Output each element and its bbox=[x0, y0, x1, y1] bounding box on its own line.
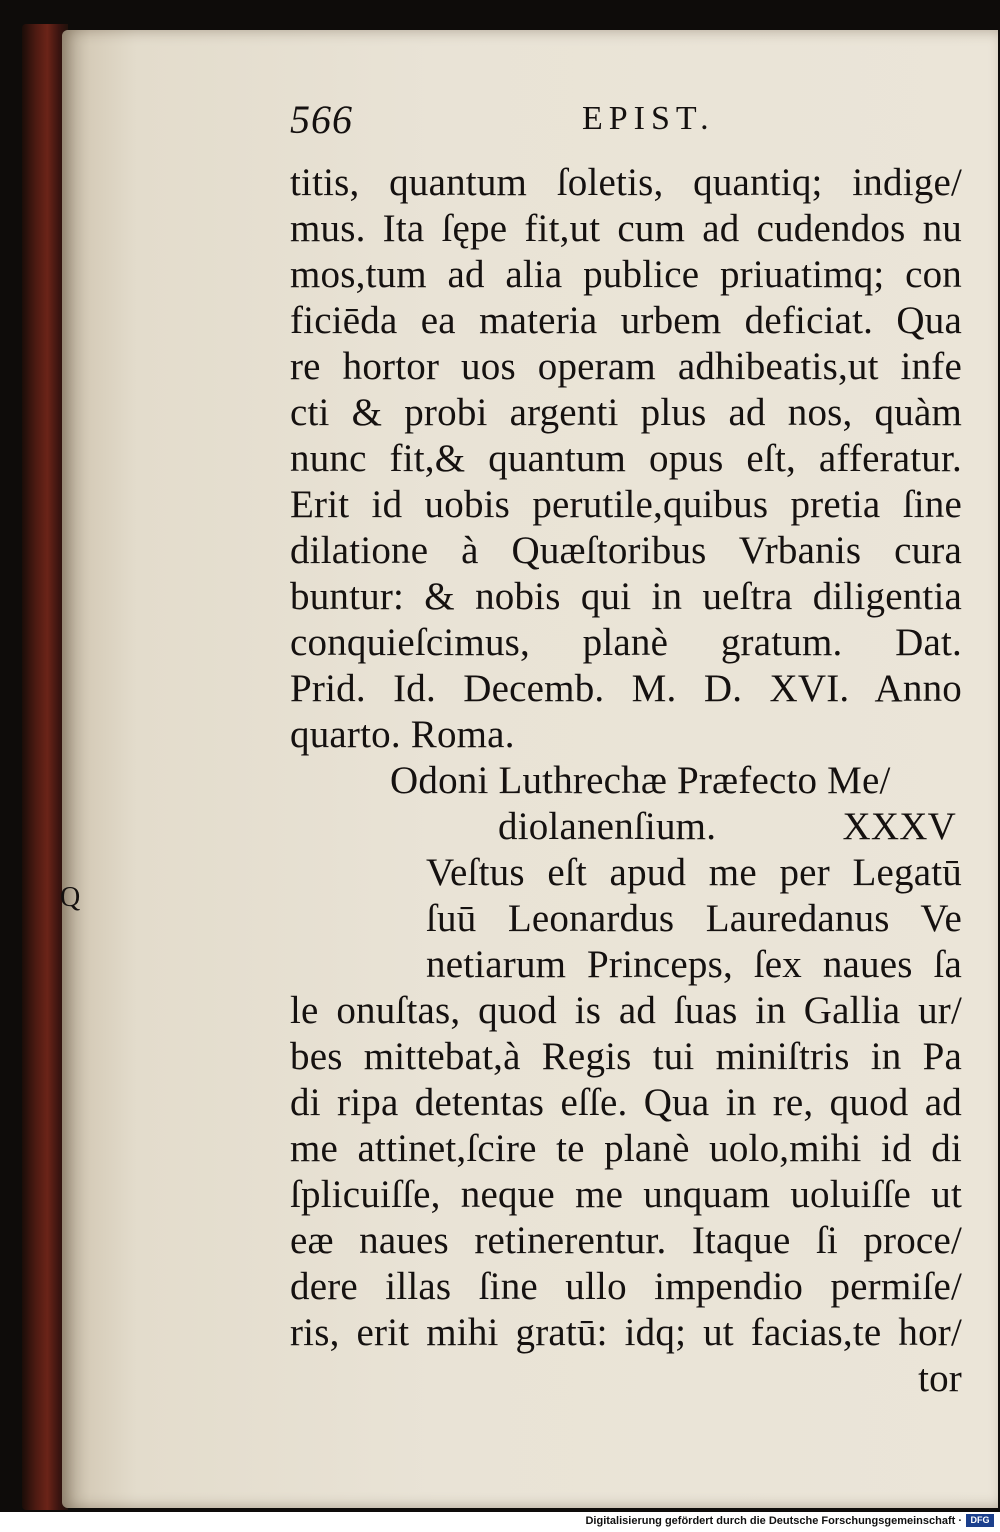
digitization-credit: Digitalisierung gefördert durch die Deutsche Forschungsgemeinschaft · bbox=[585, 1515, 962, 1527]
catchword: tor bbox=[918, 1357, 962, 1400]
text-line: ficiēda ea materia urbem deficiat. Qua bbox=[290, 299, 962, 342]
text-line: ſuū Leonardus Lauredanus Ve bbox=[426, 897, 962, 940]
text-line: conquieſcimus, planè gratum. Dat. bbox=[290, 621, 962, 664]
text-line: quarto. Roma. bbox=[290, 713, 515, 756]
text-line: Prid. Id. Decemb. M. D. XVI. Anno bbox=[290, 667, 962, 710]
text-line: ſplicuiſſe, neque me unquam uoluiſſe ut bbox=[290, 1173, 962, 1216]
text-line: me attinet,ſcire te planè uolo,mihi id di bbox=[290, 1127, 962, 1170]
text-line: le onuſtas, quod is ad ſuas in Gallia ur/ bbox=[290, 989, 962, 1032]
letter-heading-line bbox=[290, 804, 962, 850]
text-line: titis, quantum ſoletis, quantiq; indige/ bbox=[290, 161, 962, 204]
text-line: buntur: & nobis qui in ueſtra diligentia bbox=[290, 575, 962, 618]
running-head bbox=[290, 96, 950, 156]
text-line: cti & probi argenti plus ad nos, quàm bbox=[290, 391, 962, 434]
text-line: bes mittebat,à Regis tui miniſtris in Pa bbox=[290, 1035, 962, 1078]
body-text bbox=[290, 160, 962, 1402]
text-line: eæ naues retinerentur. Itaque ſi proce/ bbox=[290, 1219, 962, 1262]
text-line: netiarum Princeps, ſex naues ſa bbox=[426, 943, 962, 986]
text-line: Veſtus eſt apud me per Legatū bbox=[426, 851, 962, 894]
drop-initial: Q bbox=[60, 882, 81, 913]
text-line: dilatione à Quæſtoribus Vrbanis cura bbox=[290, 529, 962, 572]
letter-heading-addressee: diolanenſium. bbox=[498, 805, 717, 848]
page-number: 566 bbox=[290, 97, 353, 142]
text-line: nunc fit,& quantum opus eſt, afferatur. bbox=[290, 437, 962, 480]
text-line: dere illas ſine ullo impendio permiſe/ bbox=[290, 1265, 962, 1308]
letter-heading-line: Odoni Luthrechæ Præfecto Me/ bbox=[390, 759, 891, 802]
header-title: EPIST. bbox=[582, 100, 715, 137]
text-line: mos,tum ad alia publice priuatimq; con bbox=[290, 253, 962, 296]
text-line: ris, erit mihi gratū: idq; ut facias,te hor/ bbox=[290, 1311, 962, 1354]
letter-number: XXXV bbox=[842, 805, 956, 848]
dfg-logo: DFG bbox=[966, 1514, 994, 1527]
text-line: mus. Ita ſępe fit,ut cum ad cudendos nu bbox=[290, 207, 962, 250]
text-line: re hortor uos operam adhibeatis,ut infe bbox=[290, 345, 962, 388]
text-line: Erit id uobis perutile,quibus pretia ſine bbox=[290, 483, 962, 526]
text-line: di ripa detentas eſſe. Qua in re, quod ad bbox=[290, 1081, 962, 1124]
